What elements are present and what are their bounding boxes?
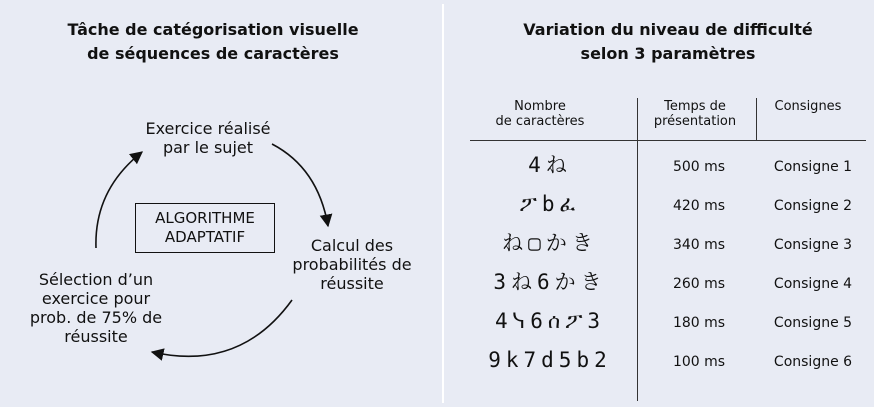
presentation-time: 260 ms (672, 276, 726, 292)
instruction-label: Consigne 1 (773, 159, 853, 175)
character-sequence: 4ᓭ6ሰፖ3 (494, 309, 606, 333)
table-row (470, 304, 866, 343)
left-title-line-2: de séquences de caractères (87, 44, 339, 63)
table-row (470, 187, 866, 226)
left-title-line-1: Tâche de catégorisation visuelle (67, 20, 359, 39)
right-title-line-1: Variation du niveau de difficulté (523, 20, 813, 39)
node-left-line-2: exercice pour (41, 289, 151, 308)
right-panel-title (470, 18, 866, 66)
node-top-line-2: par le sujet (162, 138, 254, 157)
character-sequence: ね▢かき (502, 231, 598, 255)
panel-divider (442, 4, 444, 403)
algo-line-1: ALGORITHME (155, 209, 255, 227)
header-cs-line-1: Consignes (774, 99, 842, 114)
presentation-time: 500 ms (672, 159, 726, 175)
table-row (470, 343, 866, 382)
instruction-label: Consigne 3 (773, 237, 853, 253)
header-character-count (478, 99, 602, 129)
algo-line-2: ADAPTATIF (164, 228, 246, 246)
instruction-label: Consigne 6 (773, 354, 853, 370)
table-row (470, 148, 866, 187)
header-presentation-time (640, 99, 750, 129)
header-nb-line-2: de caractères (495, 114, 585, 129)
header-instructions (760, 99, 856, 114)
character-sequence: ፖbፈ (519, 192, 581, 216)
character-sequence: 3ね6かき (493, 270, 607, 294)
node-left-line-3: prob. de 75% de (29, 308, 163, 327)
presentation-time: 420 ms (672, 198, 726, 214)
table-row (470, 226, 866, 265)
character-sequence: 9k7d5b2 (488, 348, 612, 372)
node-right-line-2: probabilités de (292, 255, 412, 274)
header-nb-line-1: Nombre (514, 99, 566, 114)
node-left-line-4: réussite (64, 327, 128, 346)
node-right-line-1: Calcul des (310, 236, 394, 255)
header-tp-line-2: présentation (653, 114, 737, 129)
instruction-label: Consigne 5 (773, 315, 853, 331)
cycle-node-selection (12, 270, 180, 346)
node-left-line-1: Sélection d’un (38, 270, 154, 289)
cycle-node-probability (266, 236, 438, 293)
table-divider-horizontal (470, 140, 866, 141)
instruction-label: Consigne 4 (773, 276, 853, 292)
instruction-label: Consigne 2 (773, 198, 853, 214)
right-title-line-2: selon 3 paramètres (580, 44, 756, 63)
table-divider-vertical-2 (756, 98, 757, 140)
cycle-node-exercise (118, 119, 298, 157)
presentation-time: 180 ms (672, 315, 726, 331)
header-tp-line-1: Temps de (664, 99, 726, 114)
presentation-time: 100 ms (672, 354, 726, 370)
presentation-time: 340 ms (672, 237, 726, 253)
character-sequence: 4ね (528, 153, 572, 177)
adaptive-algorithm-box (135, 203, 275, 253)
node-top-line-1: Exercice réalisé (145, 119, 271, 138)
table-row (470, 265, 866, 304)
node-right-line-3: réussite (320, 274, 384, 293)
